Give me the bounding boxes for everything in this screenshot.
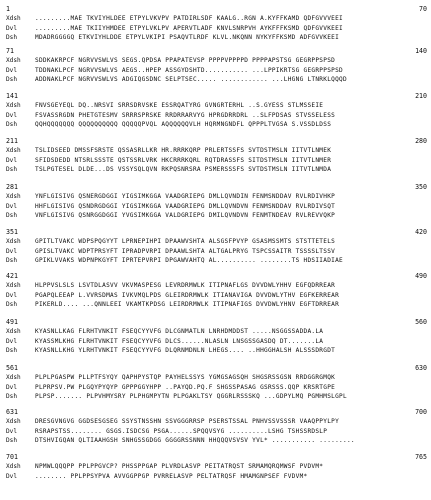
species-label: Xdsh (6, 193, 21, 200)
sequence-row (3, 247, 427, 257)
start-position: 211 (6, 137, 18, 145)
end-position: 280 (415, 137, 427, 145)
alignment-block (3, 317, 427, 356)
sequence-residues: FNVSGEYEQL DQ..NRSVI SRRSDRVSKE ESSRQATYRG GVNGRTERHL ..S.GYESS STLMSSEIE (35, 102, 324, 109)
sequence-residues: PLPRPSV.PW PLGQYPYQYP GPPPGGYHPP ..PAYQD.PQ.F SHGSSPASAG GSRSSS.QQP KRSRTGPE (35, 383, 336, 391)
alignment-block (3, 452, 427, 481)
end-position: 700 (415, 408, 427, 416)
species-label: Xdsh (6, 374, 21, 381)
sequence-residues: KYASNLLKAG FLRHTVNKIT FSEQCYYVFG DLCGNMATLN LNRHDMDDST .....NSGGSSADDA.LA (35, 328, 324, 335)
start-position: 141 (6, 92, 18, 100)
species-label: Xdsh (6, 328, 21, 335)
species-label: Dsh (6, 34, 18, 42)
end-position: 210 (415, 92, 427, 100)
species-label: Dsh (6, 437, 18, 445)
end-position: 420 (415, 228, 427, 236)
sequence-residues: DRESGVNGVG GGDSESGSEG SSYSTNSSHN SSVGGGRRSP PSERSTSSAL PNHVSSVSSSR VAAQPPYLPY (35, 418, 340, 425)
sequence-row (3, 417, 427, 427)
species-label: Dvl (6, 337, 18, 345)
sequence-row (3, 337, 427, 347)
sequence-residues: PGAPQLEEAP L.VVRSDMAS IVKVMQLPDS GLEIRDRMWLK ITIANAVIGA DVVDWLYTHV EGFKERREAR (35, 291, 340, 299)
position-ruler (3, 363, 427, 373)
sequence-row (3, 383, 427, 393)
species-label: Xdsh (6, 147, 21, 154)
sequence-row (3, 472, 427, 482)
sequence-residues: KYASNLLKHG YLRHTVNKIT FSEQCYYVFG DLQRNMDNLN LHEGS.... ..HHGGHALSH ALSSSDRGDT (35, 347, 336, 355)
sequence-residues: RSRAPSTSS........ GSGS.ISDCSG PSGA......SPQQVSYG ..........LSHG TSHSSRDSLP (35, 427, 328, 435)
species-label: Dvl (6, 111, 18, 119)
species-label: Dsh (6, 257, 18, 265)
position-ruler (3, 317, 427, 327)
species-label: Dsh (6, 347, 18, 355)
sequence-residues: YNFLGISIVG QSNERGDGGI YIGSIMKGGA VAADGRIEPG DMLLQVNDIN FENMSNDDAV RVLRDIVHKP (35, 193, 336, 200)
sequence-row (3, 14, 427, 24)
species-label: Dvl (6, 24, 18, 32)
alignment-block (3, 363, 427, 402)
alignment-block (3, 46, 427, 85)
alignment-block (3, 182, 427, 221)
start-position: 701 (6, 453, 18, 461)
position-ruler (3, 91, 427, 101)
sequence-row (3, 146, 427, 156)
sequence-residues: TDDNAKLPCF NGRVVSWLVS AEGS..HPEP ASSGYDSHTD........... ...LPPIKRTSG GEGRPPSPSD (35, 66, 344, 74)
sequence-residues: KYASSMLKHG FLRHTVNKIT FSEQCYYVFG DLCS......NLASLN LNSGSSGASDQ DT.......LA (35, 337, 324, 345)
alignment-block (3, 407, 427, 446)
species-label: Xdsh (6, 282, 21, 289)
sequence-residues: .........MAE TKIIYHMDEE ETPYLVKLPV APERVTLADF KNVLSNRPVH AYKFFFKSMD QDFGVVKEEI (35, 24, 344, 32)
species-label: Dsh (6, 166, 18, 174)
species-label: Dvl (6, 472, 18, 480)
sequence-row (3, 202, 427, 212)
sequence-residues: SDDKAKRPCF NGRVVSWLVS SEGS.QPDSA PPAPATEVSP PPPPVPPPPD PPPPAPSTSG GEGRPPSPSD (35, 57, 336, 64)
start-position: 421 (6, 272, 18, 280)
sequence-row (3, 211, 427, 221)
sequence-row (3, 281, 427, 291)
sequence-residues: MDADRGGGGQ ETKVIYHLDDE ETPYLVKIPI PSAQVTLRDF KLVL.NKQNN NYKYFFKSMD ADFGVVKEEI (35, 34, 340, 42)
species-label: Dvl (6, 66, 18, 74)
position-ruler (3, 407, 427, 417)
species-label: Dsh (6, 393, 18, 401)
sequence-row (3, 427, 427, 437)
sequence-row (3, 120, 427, 130)
sequence-row (3, 436, 427, 446)
sequence-residues: HLPPVSLSLS LSVTDLASVV VKVMASPESG LEVRDRMWLK ITIPNAFLGS DVVDWLYHHV EGFQDRREAR (35, 282, 336, 289)
sequence-row (3, 392, 427, 402)
sequence-residues: VNFLGISIVG QSNRGGDGGI YVGSIMKGGA VALDGRIEPG DMILQVNDVN FENMTNDEAV RVLREVVQKP (35, 212, 336, 220)
position-ruler (3, 136, 427, 146)
sequence-residues: TSLPGTESEL DLDE...DS VSSYSQLQVN RKPQSNRSRA PSMERSSSFS SVTDSTMSLN IITVTLNMDA (35, 166, 332, 174)
species-label: Dvl (6, 383, 18, 391)
species-label: Dsh (6, 301, 18, 309)
sequence-residues: ........ PPLPPSYPVA AVVGGPPGP PVRRELASVP PELTATRQSF HMAMGNPSEF FVDVM* (35, 472, 308, 480)
start-position: 491 (6, 318, 18, 326)
position-ruler (3, 227, 427, 237)
sequence-row (3, 156, 427, 166)
alignment-block (3, 271, 427, 310)
end-position: 630 (415, 364, 427, 372)
start-position: 351 (6, 228, 18, 236)
sequence-row (3, 66, 427, 76)
sequence-residues: ADDNAKLPCF NGRVVSWLVS ADGIQGSDNC SELPTSEC..... ............ ...LHGNG LTNRKLQQQD (35, 76, 347, 84)
sequence-row (3, 33, 427, 43)
sequence-residues: HHFLGISIVG QSNDRGDGGI YIGSIMKGGA VAADGRIEPG DMLLQVNDVN FENMSNDDAV RVLRDIVSQT (35, 202, 336, 210)
species-label: Xdsh (6, 418, 21, 425)
end-position: 350 (415, 183, 427, 191)
species-label: Dvl (6, 291, 18, 299)
sequence-residues: QQHQQQQQQQ QQQQQQQQQQ QQQQQPVQL AQQQQQQVLH HQRMNGNDFL QPPPLTVGSA S.VSSDLDSS (35, 121, 332, 129)
sequence-row (3, 165, 427, 175)
sequence-residues: PLPSP....... PLPVHMYSRY PLPHGMPYTN PLPGAKLTSY QGGRLRSSSKQ ...GDPYLMQ PGMHMSLGPL (35, 393, 347, 401)
sequence-row (3, 300, 427, 310)
sequence-residues: PLPLPGASPW PLLPTFSYQY QAPHPYSTQP PAYHELSSYS YGMGSAGSQH SHGSRSSGSN RRDGGRGMQK (35, 374, 336, 381)
sequence-row (3, 237, 427, 247)
position-ruler (3, 182, 427, 192)
sequence-residues: GPITLTVAKC WDPSPQGYYT LPRNEPIHPI DPAAWVSHTA ALSGSFPVYP GSASMSSMTS STSTTETELS (35, 238, 336, 245)
sequence-residues: PIKERLD.... ...QNNLEEI VKAMTKPDSG LEIRDRMWLK ITIPNAFIGS DVVDWLYHNV EGFTDRREAR (35, 301, 340, 309)
start-position: 1 (6, 5, 10, 13)
alignment-block (3, 227, 427, 266)
species-label: Dsh (6, 76, 18, 84)
sequence-residues: GPIKLVVAKS WDPNPKGYFT IPRTEPVRPI DPGAWVAHTQ AL.......... ........TS HDSIIADIAE (35, 257, 344, 265)
species-label: Xdsh (6, 15, 21, 22)
species-label: Dsh (6, 121, 18, 129)
start-position: 561 (6, 364, 18, 372)
end-position: 140 (415, 47, 427, 55)
sequence-row (3, 111, 427, 121)
sequence-residues: TSLIDSEED DMSSFSRSTE QSSASRLLKR HR.RRRKQRP PRLERTSSFS SVTDSTMSLN IITVTLNMEK (35, 147, 332, 154)
sequence-residues: GPISLTVAKC WDPTPRSYFT IPRADPVRPI DPAAWLSHTA ALTGALPRYG TSPCSSAITR TSSSSLTSSV (35, 247, 336, 255)
species-label: Dsh (6, 212, 18, 220)
species-label: Dvl (6, 427, 18, 435)
start-position: 281 (6, 183, 18, 191)
sequence-row (3, 462, 427, 472)
position-ruler (3, 46, 427, 56)
species-label: Dvl (6, 202, 18, 210)
sequence-residues: .........MAE TKVIYHLDEE ETPYLVKVPV PATDIRLSDF KAALG..RGN A.KYFFKAMD QDFGVVVEEI (35, 15, 344, 22)
sequence-row (3, 24, 427, 34)
start-position: 71 (6, 47, 14, 55)
position-ruler (3, 4, 427, 14)
alignment-block (3, 91, 427, 130)
sequence-residues: SFIDSDEDD NTSRLSSSTE QSTSSRLVRK HKCRRRKQRL RQTDRASSFS SITDSTMSLN IITVTLNMER (35, 156, 332, 164)
start-position: 631 (6, 408, 18, 416)
sequence-row (3, 192, 427, 202)
alignment-block (3, 136, 427, 175)
sequence-row (3, 56, 427, 66)
alignment-block (3, 4, 427, 43)
end-position: 765 (415, 453, 427, 461)
sequence-row (3, 256, 427, 266)
sequence-residues: NPMWLQQQPP PPLPPGVCP? PHSSPPGAP PLVRDLASVP PEITATRQST SRMAMQRQMWSF PVDVM* (35, 463, 324, 470)
end-position: 560 (415, 318, 427, 326)
species-label: Dvl (6, 156, 18, 164)
species-label: Xdsh (6, 102, 21, 109)
species-label: Xdsh (6, 57, 21, 64)
sequence-row (3, 75, 427, 85)
sequence-residues: DTSHVIGQAN QLTIAAHGSH SNHGSSGDGG GGGGRSSNNN HHQQQVSVSV YVL* ........... ......... (35, 437, 355, 445)
end-position: 490 (415, 272, 427, 280)
sequence-row (3, 373, 427, 383)
sequence-row (3, 327, 427, 337)
position-ruler (3, 452, 427, 462)
species-label: Xdsh (6, 463, 21, 470)
species-label: Xdsh (6, 238, 21, 245)
end-position: 70 (419, 5, 427, 13)
species-label: Dvl (6, 247, 18, 255)
sequence-residues: FSVASSRGDN PHETGTESMV SRRRSPRSKE RRDRRARVYG HPRGDRRDRL ..SLFPDSAS STVSSELESS (35, 111, 336, 119)
position-ruler (3, 271, 427, 281)
sequence-row (3, 346, 427, 356)
sequence-row (3, 101, 427, 111)
sequence-row (3, 291, 427, 301)
